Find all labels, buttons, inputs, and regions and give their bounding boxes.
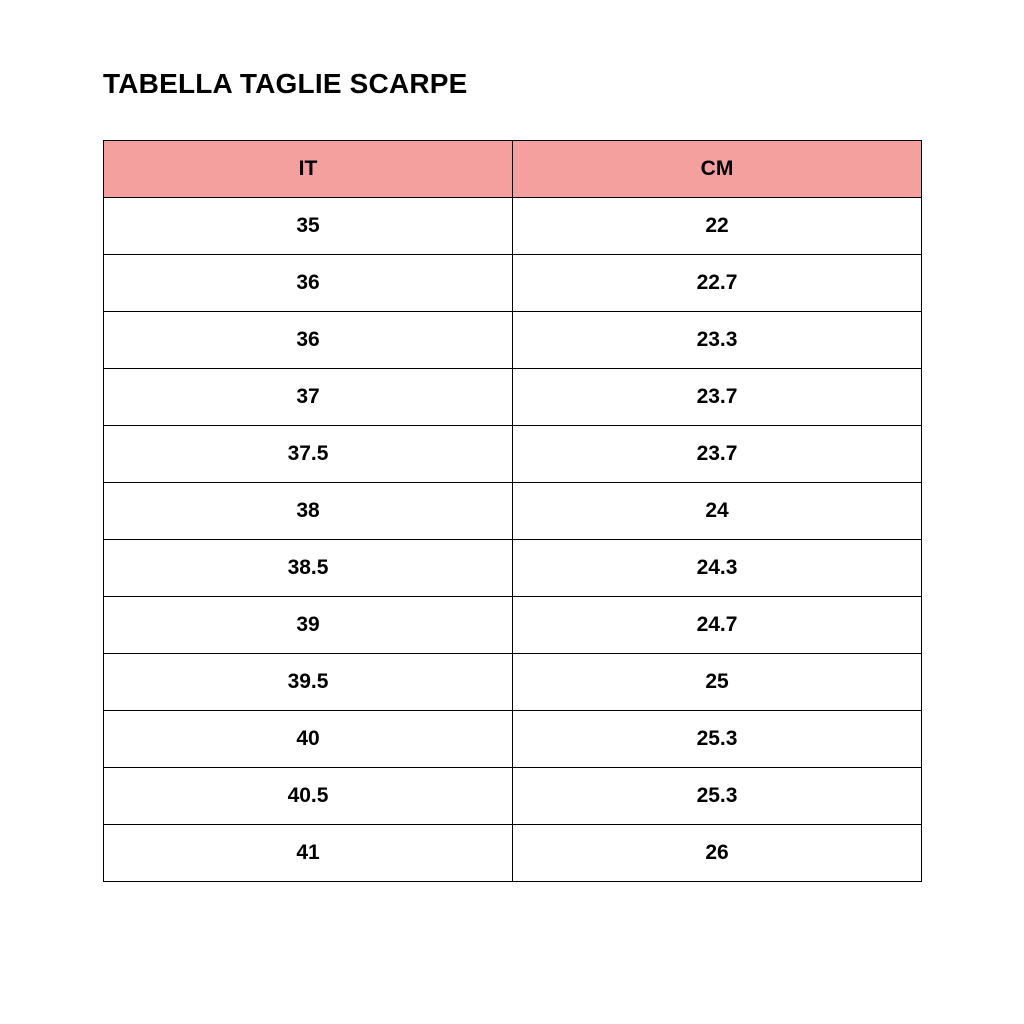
cell-it: 37.5 [104,426,513,483]
cell-cm: 26 [513,825,922,882]
table-row [104,255,922,312]
table-row [104,654,922,711]
cell-it: 38.5 [104,540,513,597]
cell-it: 36 [104,312,513,369]
table-row [104,597,922,654]
cell-it: 36 [104,255,513,312]
table-header-row [104,141,922,198]
table-row [104,198,922,255]
cell-it: 39.5 [104,654,513,711]
table-row [104,825,922,882]
cell-cm: 24 [513,483,922,540]
table-row [104,426,922,483]
cell-cm: 23.7 [513,426,922,483]
table-row [104,768,922,825]
cell-cm: 23.7 [513,369,922,426]
cell-it: 40.5 [104,768,513,825]
cell-cm: 24.3 [513,540,922,597]
cell-it: 35 [104,198,513,255]
cell-cm: 24.7 [513,597,922,654]
table-row [104,483,922,540]
cell-cm: 25.3 [513,768,922,825]
table-row [104,540,922,597]
cell-cm: 25 [513,654,922,711]
cell-it: 38 [104,483,513,540]
cell-it: 37 [104,369,513,426]
cell-cm: 23.3 [513,312,922,369]
cell-cm: 25.3 [513,711,922,768]
size-table [103,140,922,882]
table-row [104,369,922,426]
cell-it: 41 [104,825,513,882]
page-title: TABELLA TAGLIE SCARPE [103,68,468,99]
column-header-it: IT [104,141,513,198]
cell-it: 39 [104,597,513,654]
cell-cm: 22.7 [513,255,922,312]
table-row [104,711,922,768]
cell-it: 40 [104,711,513,768]
column-header-cm: CM [513,141,922,198]
cell-cm: 22 [513,198,922,255]
table-row [104,312,922,369]
